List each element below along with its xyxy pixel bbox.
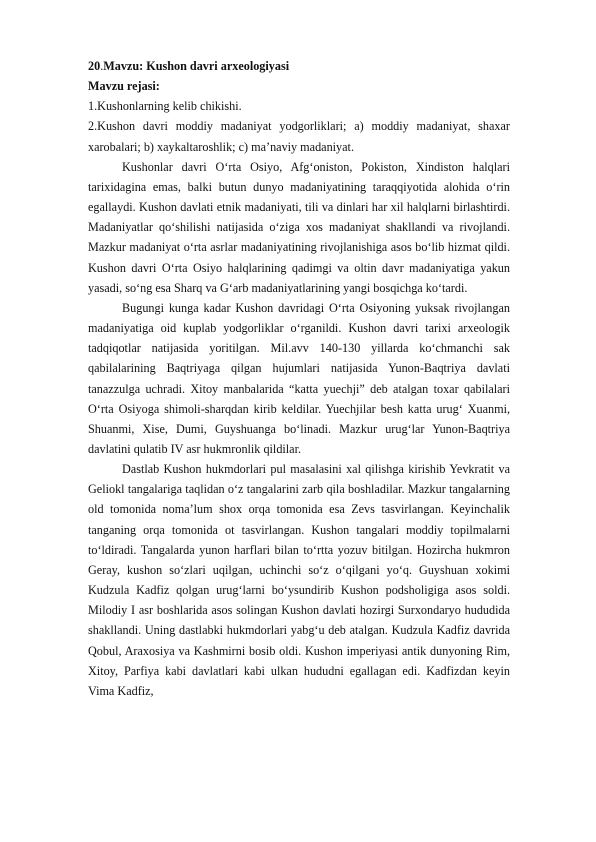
topic-title: Mavzu: Kushon davri arxeologiyasi — [103, 59, 290, 73]
plan-item: 2.Kushon davri moddiy madaniyat yodgorliklari; a) moddiy madaniyat, shaxar xarobalari; b) xaykaltaroshlik; c) ma’naviy madaniyat. — [88, 119, 510, 154]
document-body — [88, 56, 510, 701]
topic-number-separator: . — [100, 59, 104, 73]
topic-heading — [88, 56, 510, 76]
body-paragraph: Bugungi kunga kadar Kushon davridagi O‘rta Osiyoning yuksak rivojlangan madaniyatiga oid kuplab yodgorliklar o‘rganildi. Kushon davri tarixi arxeologik tadqiqotlar natijasida yoritilgan. Mil.avv 140-130 yillarda ko‘chmanchi sak qabilalarining Baqtriyaga qilgan hujumlari natijasida Yunon-Baqtriya davlati tanazzulga uchradi. Xitoy manbalarida “katta yuechji” deb atalgan toxar qabilalari O‘rta Osiyoga shimoli-sharqdan kirib keldilar. Yuechjilar besh katta urug‘ Xuanmi, Shuanmi, Xise, Dumi, Guyshuanga bo‘linadi. Mazkur urug‘lar Yunon-Baqtriya davlatini qulatib IV asr hukmronlik qildilar. — [88, 300, 510, 456]
topic-number: 20 — [88, 59, 101, 73]
plan-title: Mavzu rejasi: — [88, 79, 160, 94]
body-paragraph: Dastlab Kushon hukmdorlari pul masalasini xal qilishga kirishib Yevkratit va Geliokl tangalariga taqlidan o‘z tangalarini zarb qila boshladilar. Mazkur tangalarning old tomonida noma’lum shox orqa tomonida esa Zevs tasvirlangan. Keyinchalik tanganing orqa tomonida ot tasvirlangan. Kushon tangalari moddiy topilmalarni to‘ldiradi. Tangalarda yunon harflari bilan to‘rtta yozuv bitilgan. Hozircha hukmron Geray, kushon so‘zlari uqilgan, uchinchi so‘z o‘qilgani yo‘q. Guyshuan xokimi Kudzula Kadfiz qolgan urug‘larni bo‘ysundirib Kushon podsholigiga asos soldi. Milodiy I asr boshlarida asos solingan Kushon davlati hozirgi Surxondaryo hududida shakllandi. Uning dastlabki hukmdorlari yabg‘u deb atalgan. Kudzula Kadfiz davrida Qobul, Araxosiya va Kashmirni bosib oldi. Kushon imperiyasi antik dunyoning Rim, Xitoy, Parfiya kabi davlatlari kabi ulkan hududni egallagan edi. Kadfizdan keyin Vima Kadfiz, — [88, 462, 510, 698]
body-paragraph: Kushonlar davri O‘rta Osiyo, Afg‘oniston, Pokiston, Xindiston halqlari tarixidagina emas, balki butun dunyo madaniyatining taraqqiyotida alohida o‘rin egallaydi. Kushon davlati etnik madaniyati, tili va dinlari har xil halqlarni birlashtirdi. Madaniyatlar qo‘shilishi natijasida o‘ziga xos madaniyat shakllandi va rivojlandi. Mazkur madaniyat o‘rta asrlar madaniyatining rivojlanishiga asos bo‘lib hizmat qildi. Kushon davri O‘rta Osiyo halqlarining qadimgi va oltin davr madaniyatiga yakun yasadi, so‘ng esa Sharq va G‘arb madaniyatlarining yangi bosqichga ko‘tardi. — [88, 159, 510, 295]
plan-item: 1.Kushonlarning kelib chikishi. — [88, 99, 242, 114]
